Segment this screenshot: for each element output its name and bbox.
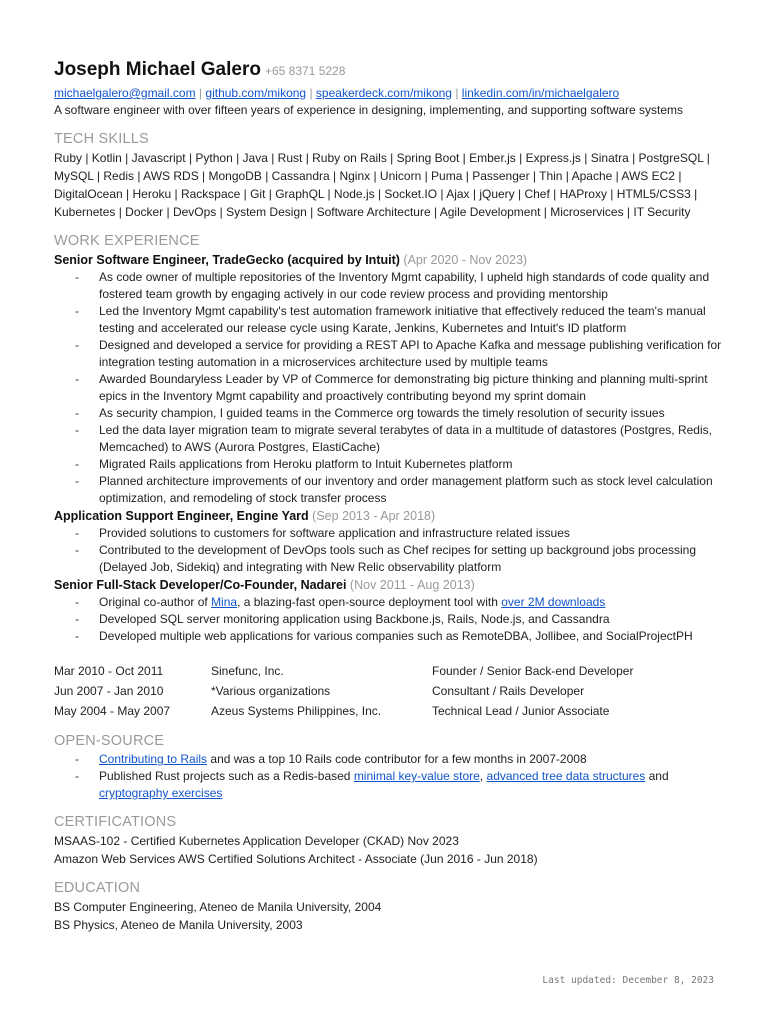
work-experience-heading: WORK EXPERIENCE (54, 233, 200, 249)
full-name: Joseph Michael Galero (54, 59, 261, 80)
separator: | (198, 86, 203, 100)
history-org: Sinefunc, Inc. (211, 664, 284, 678)
job-bullets-nadarei (54, 594, 724, 645)
table-row (54, 681, 633, 701)
job-dates: (Nov 2011 - Aug 2013) (349, 578, 475, 592)
tech-skills-heading: TECH SKILLS (54, 131, 149, 147)
job-bullets-engine-yard (54, 525, 724, 576)
job-header-nadarei (54, 576, 724, 594)
education-heading: EDUCATION (54, 880, 141, 896)
contributing-to-rails-link[interactable]: Contributing to Rails (99, 752, 208, 766)
list-item: - Migrated Rails applications from Heroku platform to Intuit Kubernetes platform (54, 456, 724, 473)
list-item: - Led the data layer migration team to migrate several terabytes of data in a multitude of datastores (Postgres, Redis, Memcached) to AWS (Aurora Postgres, ElastiCache) (54, 422, 724, 456)
history-role: Founder / Senior Back-end Developer (432, 664, 634, 678)
contact-links (54, 85, 724, 102)
rails-contributor-text: and was a top 10 Rails code contributor for a few months in 2007-2008 (207, 752, 587, 766)
last-updated: Last updated: December 8, 2023 (542, 975, 714, 986)
mina-downloads-link[interactable]: over 2M downloads (501, 595, 606, 609)
list-item: - Planned architecture improvements of our inventory and order management platform such as stock level calculation optimization, and remodeling of stock transfer process (54, 473, 724, 507)
list-item: - Designed and developed a service for providing a REST API to Apache Kafka and message publishing verification for integration testing automation in a microservices architecture used by multiple teams (54, 337, 724, 371)
job-title: Application Support Engineer, Engine Yard (54, 509, 309, 523)
comma-text: , (479, 769, 487, 783)
list-item: - Provided solutions to customers for software application and infrastructure related issues (54, 525, 724, 542)
and-text: and (645, 769, 669, 783)
list-item (54, 594, 724, 611)
cryptography-link[interactable]: cryptography exercises (99, 786, 223, 800)
list-item: - As code owner of multiple repositories of the Inventory Mgmt capability, I upheld high standards of code quality and fostered team growth by engaging actively in our code review process and providing mentorship (54, 269, 724, 303)
education-item: BS Computer Engineering, Ateneo de Manila University, 2004 (54, 900, 382, 914)
resume (54, 58, 724, 934)
tech-skills-list: Ruby | Kotlin | Javascript | Python | Java | Rust | Ruby on Rails | Spring Boot | Ember.js | Express.js | Sinatra | PostgreSQL | MySQL | Redis | AWS RDS | MongoDB | Cassandra | Nginx | Unicorn | Puma | Passenger | Thin | Apache | AWS EC2 | DigitalOcean | Heroku | Rackspace | Git | GraphQL | Node.js | Socket.IO | Ajax | jQuery | Chef | HAProxy | HTML5/CSS3 | Kubernetes | Docker | DevOps | System Design | Software Architecture | Agile Development | Microservices | IT Security (54, 151, 710, 219)
separator: | (455, 86, 459, 100)
list-item: - Developed SQL server monitoring application using Backbone.js, Rails, Node.js, and Cassandra (54, 611, 724, 628)
header (54, 58, 724, 83)
job-title: Senior Software Engineer, TradeGecko (acquired by Intuit) (54, 253, 400, 267)
table-row (54, 661, 633, 681)
linkedin-link[interactable]: linkedin.com/in/michaelgalero (461, 86, 620, 100)
list-item (54, 768, 724, 802)
list-item (54, 751, 724, 768)
rust-projects-text: Published Rust projects such as a Redis-based (99, 769, 354, 783)
certifications-heading: CERTIFICATIONS (54, 814, 177, 830)
education-item: BS Physics, Ateneo de Manila University, 2003 (54, 918, 303, 932)
summary: A software engineer with over fifteen years of experience in designing, implementing, and supporting software systems (54, 103, 684, 117)
tree-structures-link[interactable]: advanced tree data structures (486, 769, 646, 783)
job-bullets-tradegecko (54, 269, 724, 507)
mina-text-pre: Original co-author of (99, 595, 212, 609)
history-role: Technical Lead / Junior Associate (432, 704, 610, 718)
table-row (54, 701, 633, 721)
job-header-engine-yard (54, 507, 724, 525)
history-dates: May 2004 - May 2007 (54, 704, 171, 718)
separator: | (309, 86, 313, 100)
mina-text-mid: , a blazing-fast open-source deployment tool with (237, 595, 502, 609)
history-dates: Jun 2007 - Jan 2010 (54, 684, 164, 698)
job-dates: (Sep 2013 - Apr 2018) (312, 509, 436, 523)
list-item: - Contributed to the development of DevOps tools such as Chef recipes for setting up background jobs processing (Delayed Job, Sidekiq) and integrating with New Relic observability platform (54, 542, 724, 576)
open-source-heading: OPEN-SOURCE (54, 733, 165, 749)
job-dates: (Apr 2020 - Nov 2023) (403, 253, 528, 267)
github-link[interactable]: github.com/mikong (205, 86, 307, 100)
list-item: - Developed multiple web applications for various companies such as RemoteDBA, Jollibee, and SocialProjectPH (54, 628, 724, 645)
history-org: *Various organizations (211, 684, 331, 698)
list-item: - Led the Inventory Mgmt capability's test automation framework initiative that effectively reduced the team's manual testing and accelerated our release cycle using Karate, Jenkins, Kubernetes and Intuit's ID platform (54, 303, 724, 337)
job-title: Senior Full-Stack Developer/Co-Founder, Nadarei (54, 578, 347, 592)
earlier-history-table (54, 661, 633, 721)
certification-item: MSAAS-102 - Certified Kubernetes Application Developer (CKAD) Nov 2023 (54, 834, 459, 848)
certification-item: Amazon Web Services AWS Certified Solutions Architect - Associate (Jun 2016 - Jun 2018) (54, 852, 538, 866)
list-item: - As security champion, I guided teams in the Commerce org towards the timely resolution of security issues (54, 405, 724, 422)
list-item: - Awarded Boundaryless Leader by VP of Commerce for demonstrating big picture thinking and planning multi-sprint epics in the Inventory Mgmt capability and proactively contributing beyond my sprint domain (54, 371, 724, 405)
history-role: Consultant / Rails Developer (432, 684, 585, 698)
kv-store-link[interactable]: minimal key-value store (353, 769, 480, 783)
history-org: Azeus Systems Philippines, Inc. (211, 704, 382, 718)
phone-number: +65 8371 5228 (264, 64, 346, 78)
history-dates: Mar 2010 - Oct 2011 (54, 664, 164, 678)
speakerdeck-link[interactable]: speakerdeck.com/mikong (315, 86, 452, 100)
email-link[interactable]: michaelgalero@gmail.com (54, 86, 196, 100)
open-source-bullets (54, 751, 724, 802)
mina-link[interactable]: Mina (211, 595, 238, 609)
job-header-tradegecko (54, 251, 724, 269)
